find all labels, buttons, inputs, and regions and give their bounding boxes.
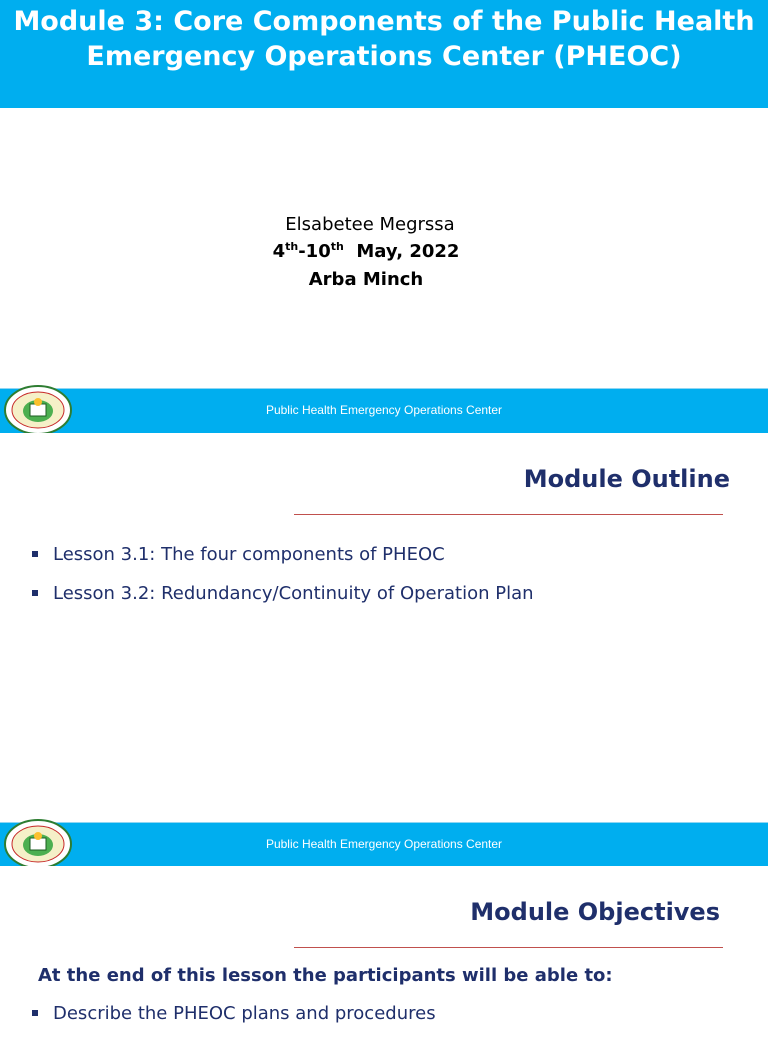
slide-heading: Module Outline	[523, 465, 730, 493]
footer-text: Public Health Emergency Operations Center	[265, 837, 503, 851]
date-end-day: 10	[305, 241, 331, 262]
list-item	[32, 544, 534, 583]
list-item-text: Lesson 3.1: The four components of PHEOC	[53, 544, 445, 565]
list-item-text: Describe the PHEOC plans and procedures	[53, 1003, 436, 1024]
bullet-list	[32, 544, 534, 622]
date-range: 4th-10th May, 2022	[272, 240, 460, 262]
list-item-text: Lesson 3.2: Redundancy/Continuity of Operation Plan	[53, 583, 534, 604]
list-item	[32, 583, 534, 622]
footer-text: Public Health Emergency Operations Center	[265, 403, 503, 417]
title-slide	[0, 0, 768, 432]
list-item	[32, 1003, 436, 1042]
location: Arba Minch	[308, 269, 424, 290]
bullet-icon	[32, 551, 38, 557]
bullet-list	[32, 1003, 436, 1042]
outline-slide	[0, 433, 768, 865]
heading-divider	[294, 514, 723, 515]
date-start-suffix: th	[285, 240, 299, 253]
date-end-suffix: th	[330, 240, 344, 253]
slide-heading: Module Objectives	[470, 898, 720, 926]
slide-title: Module 3: Core Components of the Public Health Emergency Operations Center (PHEOC)	[13, 6, 755, 72]
heading-divider	[294, 947, 723, 948]
title-banner	[0, 0, 768, 108]
presenter-name: Elsabetee Megrssa	[285, 214, 455, 235]
date-start-day: 4	[272, 241, 286, 262]
footer-banner	[0, 388, 768, 433]
footer-banner	[0, 822, 768, 867]
date-month-year: May, 2022	[356, 241, 460, 262]
bullet-icon	[32, 590, 38, 596]
intro-text: At the end of this lesson the participants will be able to:	[38, 965, 613, 986]
bullet-icon	[32, 1010, 38, 1016]
objectives-slide	[0, 866, 768, 1024]
